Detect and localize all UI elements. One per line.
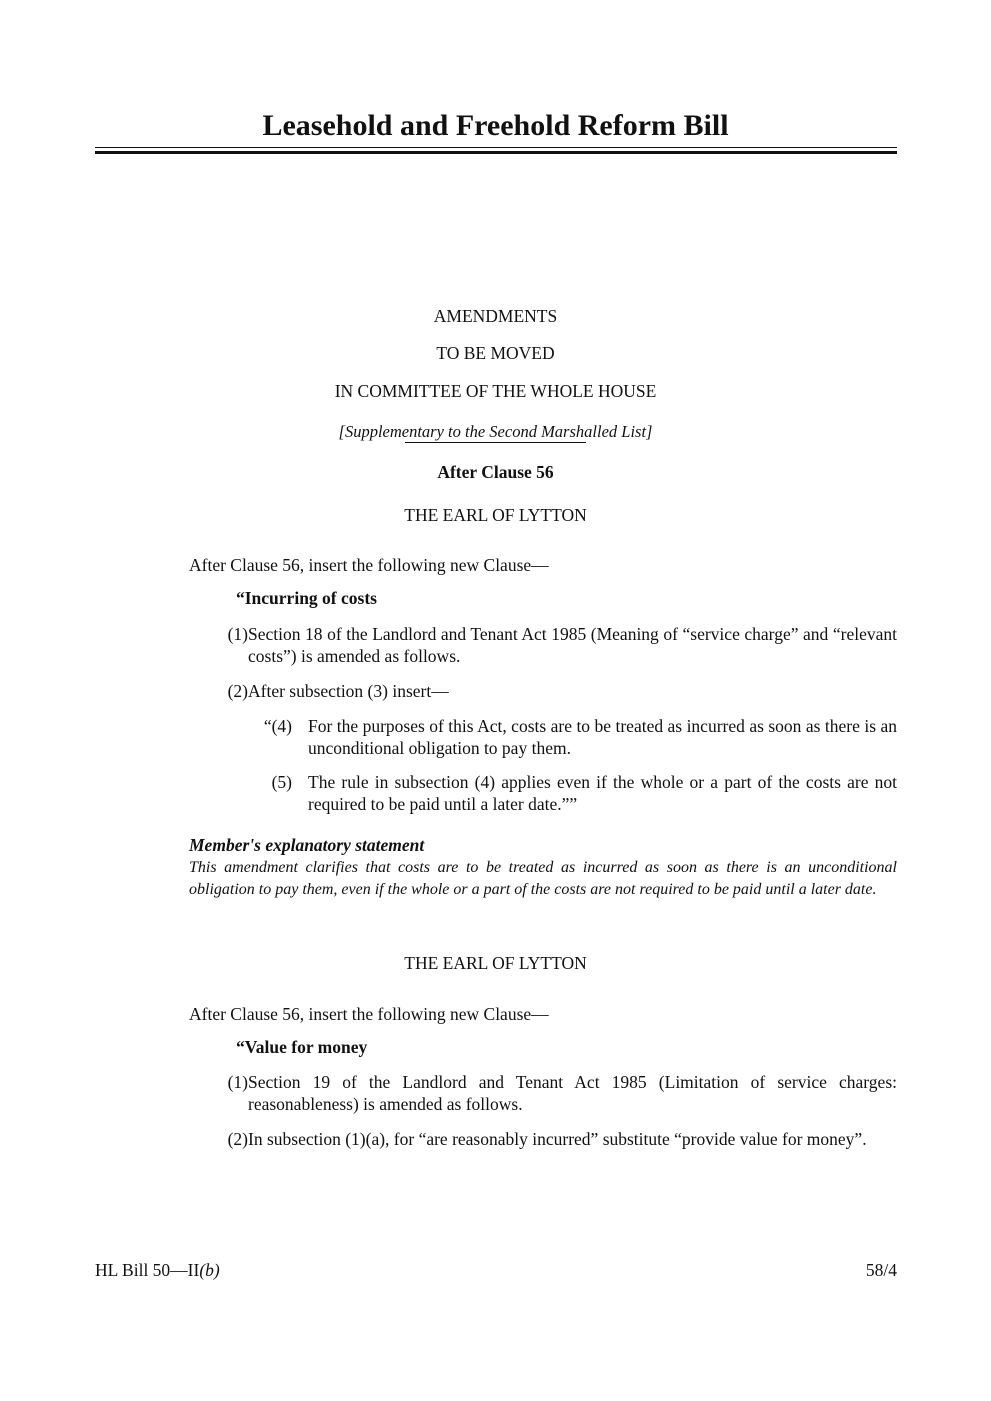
bill-reference xyxy=(95,1259,220,1281)
subsection xyxy=(208,680,897,702)
clause-title: “Incurring of costs xyxy=(236,588,377,608)
subsection-number: (1) xyxy=(227,624,248,644)
member-name: THE EARL OF LYTTON xyxy=(404,953,587,973)
page-reference: 58/4 xyxy=(865,1260,897,1280)
subsection-number: “(4) xyxy=(263,716,292,736)
subsection-number: (5) xyxy=(271,772,292,792)
clause-title: “Value for money xyxy=(236,1037,368,1057)
inserted-subsection xyxy=(248,771,897,815)
subsection-text: After subsection (3) insert— xyxy=(248,681,449,701)
title-rule-thin xyxy=(95,147,897,148)
supplementary-note: [Supplementary to the Second Marshalled List] xyxy=(338,422,653,441)
heading-committee: IN COMMITTEE OF THE WHOLE HOUSE xyxy=(334,381,657,401)
subsection-text: The rule in subsection (4) applies even if the whole or a part of the costs are not required to be paid until a later date.”” xyxy=(308,772,897,814)
subsection-text: Section 18 of the Landlord and Tenant Act 1985 (Meaning of “service charge” and “relevant costs”) is amended as follows. xyxy=(248,624,897,666)
subsection-text: In subsection (1)(a), for “are reasonably incurred” substitute “provide value for money”. xyxy=(248,1129,867,1149)
heading-to-be-moved: TO BE MOVED xyxy=(436,343,555,363)
subsection-number: (1) xyxy=(227,1072,248,1092)
explanatory-statement: This amendment clarifies that costs are to be treated as incurred as soon as there is an unconditional obligation to pay them, even if the whole or a part of the costs are not required to be paid until a later date. xyxy=(189,859,897,898)
subsection xyxy=(208,1071,897,1115)
subsection xyxy=(208,623,897,667)
inserted-subsection xyxy=(248,715,897,759)
section-heading: After Clause 56 xyxy=(437,462,554,482)
bill-suffix: (b) xyxy=(199,1260,220,1280)
heading-amendments: AMENDMENTS xyxy=(433,306,558,326)
bill-title: Leasehold and Freehold Reform Bill xyxy=(262,109,729,142)
supplementary-underline xyxy=(405,442,586,443)
amendment-instruction: After Clause 56, insert the following new Clause— xyxy=(189,1004,549,1024)
subsection xyxy=(208,1128,897,1150)
subsection-text: For the purposes of this Act, costs are to be treated as incurred as soon as there is an unconditional obligation to pay them. xyxy=(308,716,897,758)
member-name: THE EARL OF LYTTON xyxy=(404,505,587,525)
explanatory-statement-heading: Member's explanatory statement xyxy=(189,835,425,855)
bill-number: HL Bill 50—II xyxy=(95,1260,200,1280)
subsection-number: (2) xyxy=(227,1129,248,1149)
subsection-text: Section 19 of the Landlord and Tenant Act 1985 (Limitation of service charges: reasonableness) is amended as follows. xyxy=(248,1072,897,1114)
title-rule-thick xyxy=(95,151,897,154)
subsection-number: (2) xyxy=(227,681,248,701)
amendment-instruction: After Clause 56, insert the following new Clause— xyxy=(189,555,549,575)
